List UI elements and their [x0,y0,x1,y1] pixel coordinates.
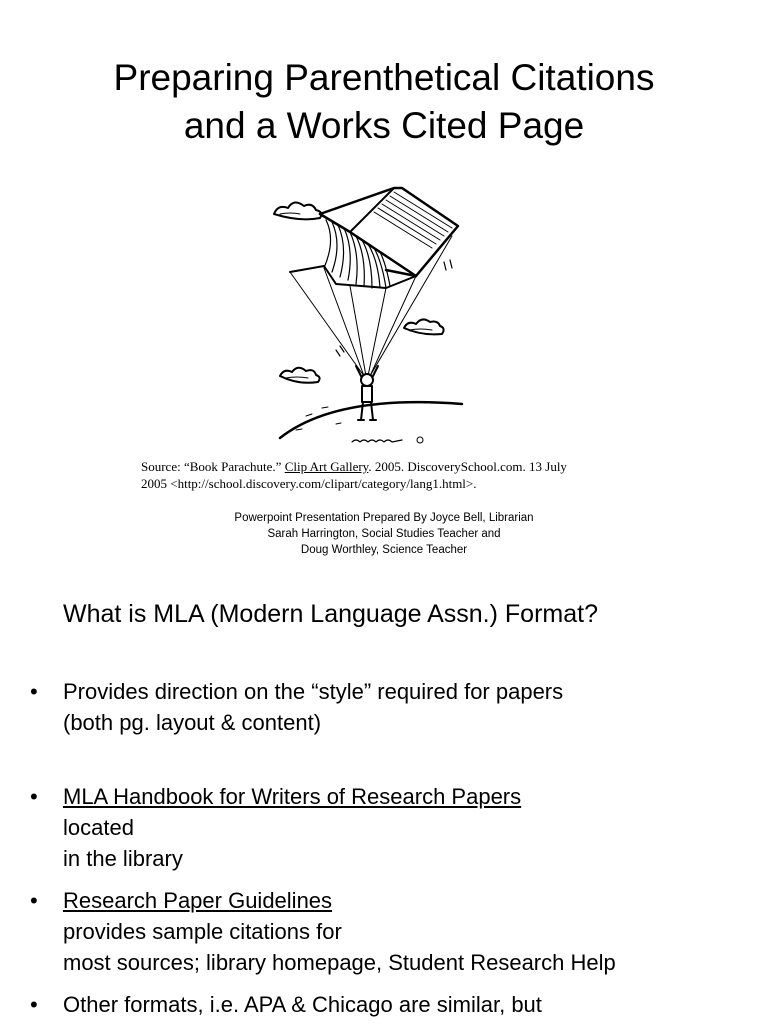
bullet-text [63,989,730,1020]
bullet-line: in the library [63,846,183,871]
source-line-1 [141,458,641,475]
credits-line-3: Doug Worthley, Science Teacher [300,544,468,556]
bullet-line [63,781,730,843]
mla-handbook-link[interactable]: MLA Handbook for Writers of Research Papers [63,784,522,809]
bullet-text [63,676,730,738]
bullet-marker: • [30,784,38,809]
source-rest: . 2005. DiscoverySchool.com. 13 July [368,459,567,474]
slide-title-line-1: Preparing Parenthetical Citations [113,57,655,98]
image-source-citation [141,458,641,492]
source-label: Source: “Book Parachute.” [141,459,285,474]
section-heading: What is MLA (Modern Language Assn.) Format? [63,600,598,628]
slide-title-line-2: and a Works Cited Page [183,105,585,146]
research-paper-guidelines-link[interactable]: Research Paper Guidelines [63,888,333,913]
bullet-text-rest: provides sample citations for [63,919,342,944]
credits-line-1: Powerpoint Presentation Prepared By Joyce Bell, Librarian [234,512,534,524]
clip-art-gallery-link[interactable]: Clip Art Gallery [284,459,369,474]
bullet-item [30,989,730,1020]
book-parachute-icon [266,180,466,452]
bullet-text-rest: located [63,815,134,840]
presentation-credits [0,510,768,558]
bullet-line [63,885,730,947]
bullet-item [30,781,730,874]
bullet-item [30,885,730,978]
bullet-line: most sources; library homepage, Student Research Help [63,950,616,975]
bullet-marker: • [30,679,38,704]
bullet-line: Provides direction on the “style” required for papers [63,679,564,704]
bullet-text [63,885,730,978]
bullet-text [63,781,730,874]
credits-line-2: Sarah Harrington, Social Studies Teacher and [267,528,501,540]
bullet-line: Other formats, i.e. APA & Chicago are similar, but [63,992,542,1017]
bullet-item [30,676,730,738]
source-line-2: 2005 <http://school.discovery.com/clipart/category/lang1.html>. [141,476,477,491]
slide-title [0,54,768,150]
bullet-line: (both pg. layout & content) [63,710,322,735]
bullet-marker: • [30,888,38,913]
bullet-marker: • [30,992,38,1017]
